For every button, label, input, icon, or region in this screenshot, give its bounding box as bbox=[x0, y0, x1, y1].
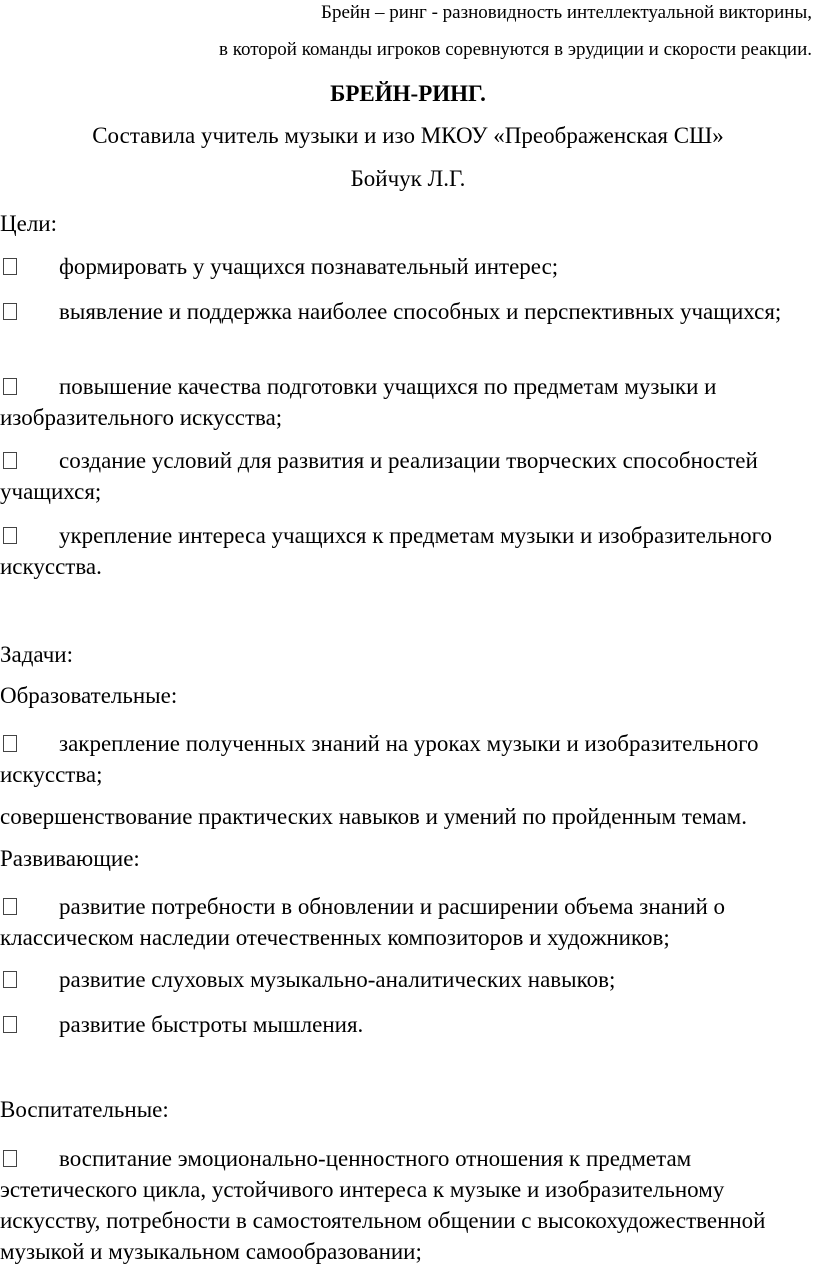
bullet-box-icon bbox=[3, 898, 17, 915]
author-line: Составила учитель музыки и изо МКОУ «Преображенская СШ» bbox=[92, 123, 724, 148]
tasks-heading: Задачи: bbox=[0, 642, 73, 667]
bullet-box-icon bbox=[3, 378, 17, 395]
developing-item: развитие потребности в обновлении и расширении объема знаний о классическом наследии отечественных композиторов и художников; bbox=[0, 894, 726, 950]
bullet-box-icon bbox=[3, 527, 17, 544]
bullet-box-icon bbox=[3, 1016, 17, 1033]
bullet-box-icon bbox=[3, 452, 17, 469]
author-name: Бойчук Л.Г. bbox=[350, 166, 466, 191]
upbringing-heading: Воспитательные: bbox=[0, 1097, 169, 1122]
bullet-box-icon bbox=[3, 1150, 17, 1167]
developing-item: развитие быстроты мышления. bbox=[0, 1009, 812, 1040]
bullet-box-icon bbox=[3, 735, 17, 752]
goal-item: формировать у учащихся познавательный интерес; bbox=[0, 251, 812, 282]
document-title: БРЕЙН-РИНГ. bbox=[330, 81, 486, 106]
goal-item: повышение качества подготовки учащихся по предметам музыки и изобразительного искусства; bbox=[0, 374, 717, 430]
bullet-box-icon bbox=[3, 258, 17, 275]
bullet-box-icon bbox=[3, 971, 17, 988]
educational-heading: Образовательные: bbox=[0, 683, 178, 708]
educational-plain-item: совершенствование практических навыков и умений по пройденным темам. bbox=[0, 804, 747, 829]
goals-heading: Цели: bbox=[0, 211, 57, 236]
goal-item: укрепление интереса учащихся к предметам музыки и изобразительного искусства. bbox=[0, 523, 773, 579]
bullet-box-icon bbox=[3, 303, 17, 320]
header-line-2: в которой команды игроков соревнуются в эрудиции и скорости реакции. bbox=[219, 39, 812, 60]
upbringing-item: воспитание эмоционально-ценностного отношения к предметам эстетического цикла, устойчивого интереса к музыке и изобразительному искусству, потребности в самостоятельном общении с высокохудожественной музыкой и музыкальном самообразовании; bbox=[0, 1146, 766, 1264]
developing-item: развитие слуховых музыкально-аналитических навыков; bbox=[0, 964, 812, 995]
goal-item: выявление и поддержка наиболее способных и перспективных учащихся; bbox=[0, 296, 812, 327]
educational-item: закрепление полученных знаний на уроках музыки и изобразительного искусства; bbox=[0, 731, 759, 787]
goal-item: создание условий для развития и реализации творческих способностей учащихся; bbox=[0, 448, 758, 504]
developing-heading: Развивающие: bbox=[0, 846, 140, 871]
header-line-1: Брейн – ринг - разновидность интеллектуальной викторины, bbox=[321, 2, 812, 23]
